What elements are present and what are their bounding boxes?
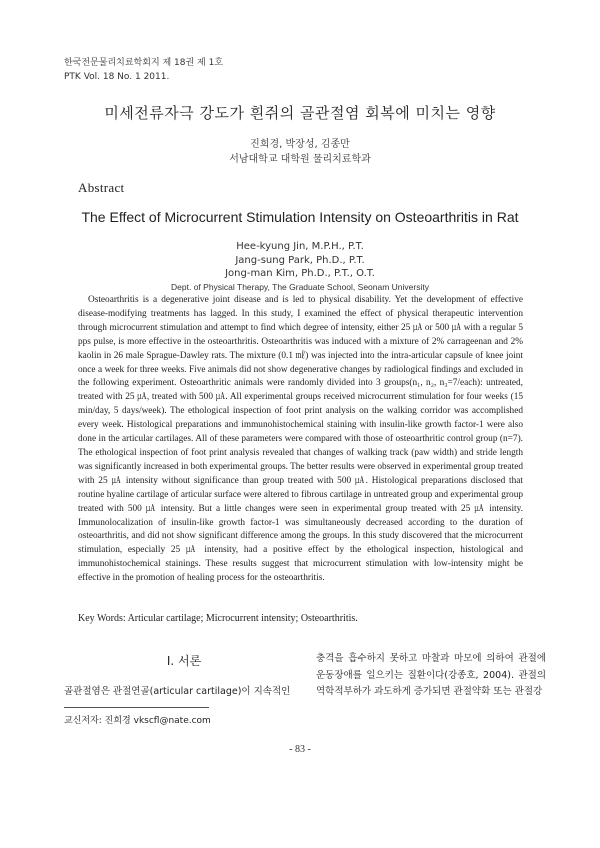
abstract-body: Osteoarthritis is a degenerative joint disease and is led to physical disability. Yet the development of effective disease-modifying treatments has lagged. In this study, I examined the effect of physical therapeutic intervention through microcurrent stimulation and attempt to find which degree of intensity, either 25 ㎂ or 500 ㎂ with a regular 5 pps pulse, is more effective in the osteoarthritis. Osteoarthritis was induced with a mixture of 2% carrageenan and 2% kaolin in 26 male Sprague-Dawley rats. The mixture (0.1 ㎖) was injected into the intra-articular capsule of knee joint once a week for three weeks. Five animals did not show degenerative changes by radiological findings and excluded in the following experiment. Osteoarthritic animals were randomly divided into 3 groups(n₁, n₂, n₃=7/each): untreated, treated with 25 ㎂, treated with 500 ㎂. All experimental groups received microcurrent stimulation for four weeks (15 min/day, 5 days/week). The ethological inspection of foot print analysis on the walking corridor was accomplished every week. Histological preparations and immunohistochemical staining with insulin-like growth factor-1 were also done in the articular cartilages. All of these parameters were compared with those of osteoarthritic control group (n=7). The ethological inspection of foot print analysis revealed that changes of walking track (paw width) and stride length was significantly increased in both experimental groups. The better results were observed in experimental group treated with 25 ㎂ intensity without significance than group treated with 500 ㎂. Histological preparations disclosed that routine hyaline cartilage of articular surface were altered to fibrous cartilage in untreated group and experimental group treated with 500 ㎂ intensity. But a little changes were seen in experimental group treated with 25 ㎂ intensity. Immunolocalization of insulin-like growth factor-1 was simultaneously decreased according to the duration of osteoarthritis, and did not show significant difference among the groups. In this study discovered that the microcurrent stimulation, especially 25 ㎂ intensity, had a positive effect by the ethological inspection, histological and immunohistochemical stainings. These results suggest that microcurrent stimulation with low-intensity might be effective in the promotion of healing process for the osteoarthritis. xyxy=(78,295,523,584)
author-name: Jong-man Kim, Ph.D., P.T., O.T. xyxy=(225,268,375,279)
journal-volume: PTK Vol. 18 No. 1 2011. xyxy=(64,72,170,82)
section-heading: Ⅰ. 서론 xyxy=(166,654,202,668)
footnote-divider xyxy=(64,707,209,708)
english-title: The Effect of Microcurrent Stimulation Intensity on Osteoarthritis in Rat xyxy=(81,209,519,225)
english-author-block xyxy=(0,240,600,294)
english-affiliation: Dept. of Physical Therapy, The Graduate School, Seonam University xyxy=(171,281,429,292)
keywords: Key Words: Articular cartilage; Microcurrent intensity; Osteoarthritis. xyxy=(78,613,358,624)
author-name: Hee-kyung Jin, M.P.H., P.T. xyxy=(236,241,364,252)
left-column xyxy=(64,652,304,700)
page-number: - 83 - xyxy=(289,744,311,755)
abstract-heading: Abstract xyxy=(78,180,125,195)
korean-authors: 진희경, 박장성, 김종만 xyxy=(250,139,350,150)
korean-title: 미세전류자극 강도가 흰쥐의 골관절염 회복에 미치는 영향 xyxy=(104,104,496,122)
korean-author-block xyxy=(0,137,600,167)
korean-affiliation: 서남대학교 대학원 물리치료학과 xyxy=(229,154,371,165)
author-name: Jang-sung Park, Ph.D., P.T. xyxy=(235,254,365,266)
intro-paragraph-right: 충격을 흡수하지 못하고 마찰과 마모에 의하여 관절에 운동장애를 일으키는 질환이다(강종호, 2004). 관절의 역학적부하가 과도하게 증가되면 관절약화 또는 관절강 xyxy=(316,653,546,697)
journal-header xyxy=(64,56,223,84)
journal-name: 한국전문물리치료학회지 제 18권 제 1호 xyxy=(64,58,224,68)
intro-paragraph-left: 골관절염은 관절연골(articular cartilage)이 지속적인 xyxy=(64,686,291,697)
corresponding-author-footnote: 교신저자: 진희경 vkscfl@nate.com xyxy=(64,716,211,726)
